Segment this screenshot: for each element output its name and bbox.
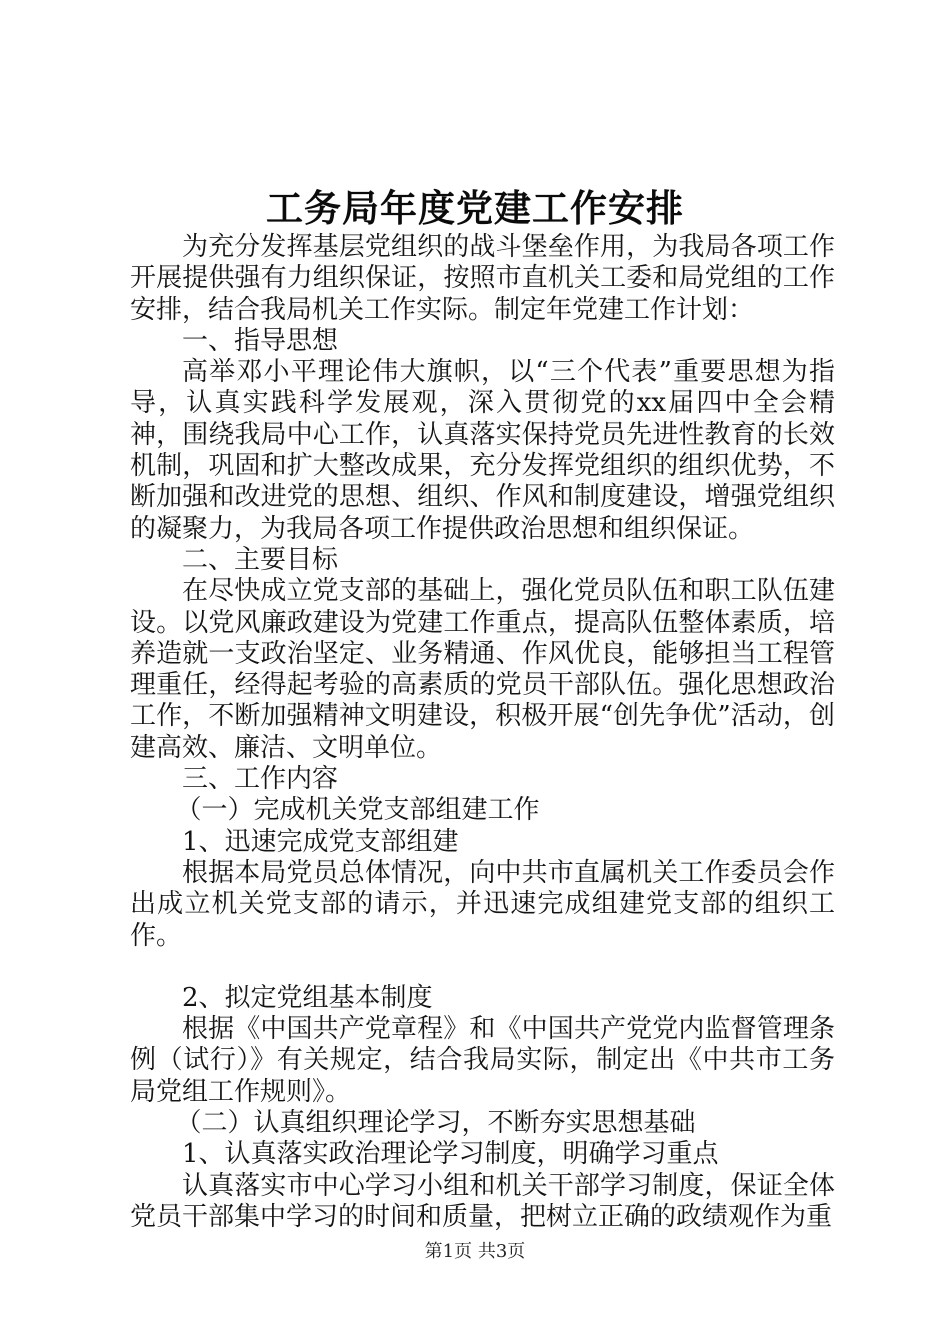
- study-system-paragraph: 认真落实市中心学习小组和机关干部学习制度，保证全体党员干部集中学习的时间和质量，把树立正确的政绩观作为重: [130, 1170, 835, 1232]
- subsection-heading-branch-setup: （一）完成机关党支部组建工作: [175, 795, 540, 826]
- section-heading-main-goals: 二、主要目标: [182, 544, 339, 575]
- intro-paragraph: 为充分发挥基层党组织的战斗堡垒作用，为我局各项工作开展提供强有力组织保证，按照市直机关工委和局党组的工作安排，结合我局机关工作实际。制定年党建工作计划：: [130, 232, 835, 325]
- document-body: [130, 232, 835, 1233]
- item-heading-party-rules: 2、拟定党组基本制度: [182, 982, 433, 1013]
- main-goals-paragraph: 在尽快成立党支部的基础上，强化党员队伍和职工队伍建设。以党风廉政建设为党建工作重点，提高队伍整体素质，培养造就一支政治坚定、业务精通、作风优良，能够担当工程管理重任，经得起考验的高素质的党员干部队伍。强化思想政治工作，不断加强精神文明建设，积极开展“创先争优”活动，创建高效、廉洁、文明单位。: [130, 576, 835, 763]
- subsection-heading-theory-study: （二）认真组织理论学习，不断夯实思想基础: [175, 1108, 696, 1139]
- section-heading-guiding-ideology: 一、指导思想: [182, 325, 339, 356]
- guiding-ideology-paragraph: 高举邓小平理论伟大旗帜，以“三个代表”重要思想为指导，认真实践科学发展观，深入贯彻党的xx届四中全会精神，围绕我局中心工作，认真落实保持党员先进性教育的长效机制，巩固和扩大整改成果，充分发挥党组织的组织优势，不断加强和改进党的思想、组织、作风和制度建设，增强党组织的凝聚力，为我局各项工作提供政治思想和组织保证。: [130, 357, 835, 544]
- paragraph-gap: [130, 952, 835, 983]
- section-heading-work-content: 三、工作内容: [182, 764, 339, 795]
- page-number-footer: 第1页 共3页: [424, 1241, 526, 1262]
- branch-setup-paragraph: 根据本局党员总体情况，向中共市直属机关工作委员会作出成立机关党支部的请示，并迅速完成组建党支部的组织工作。: [130, 857, 835, 951]
- party-rules-paragraph: 根据《中国共产党章程》和《中国共产党党内监督管理条例（试行）》有关规定，结合我局实际，制定出《中共市工务局党组工作规则》。: [130, 1014, 835, 1107]
- item-heading-study-system: 1、认真落实政治理论学习制度，明确学习重点: [182, 1139, 719, 1170]
- item-heading-complete-branch: 1、迅速完成党支部组建: [182, 826, 459, 857]
- document-title: 工务局年度党建工作安排: [266, 186, 684, 230]
